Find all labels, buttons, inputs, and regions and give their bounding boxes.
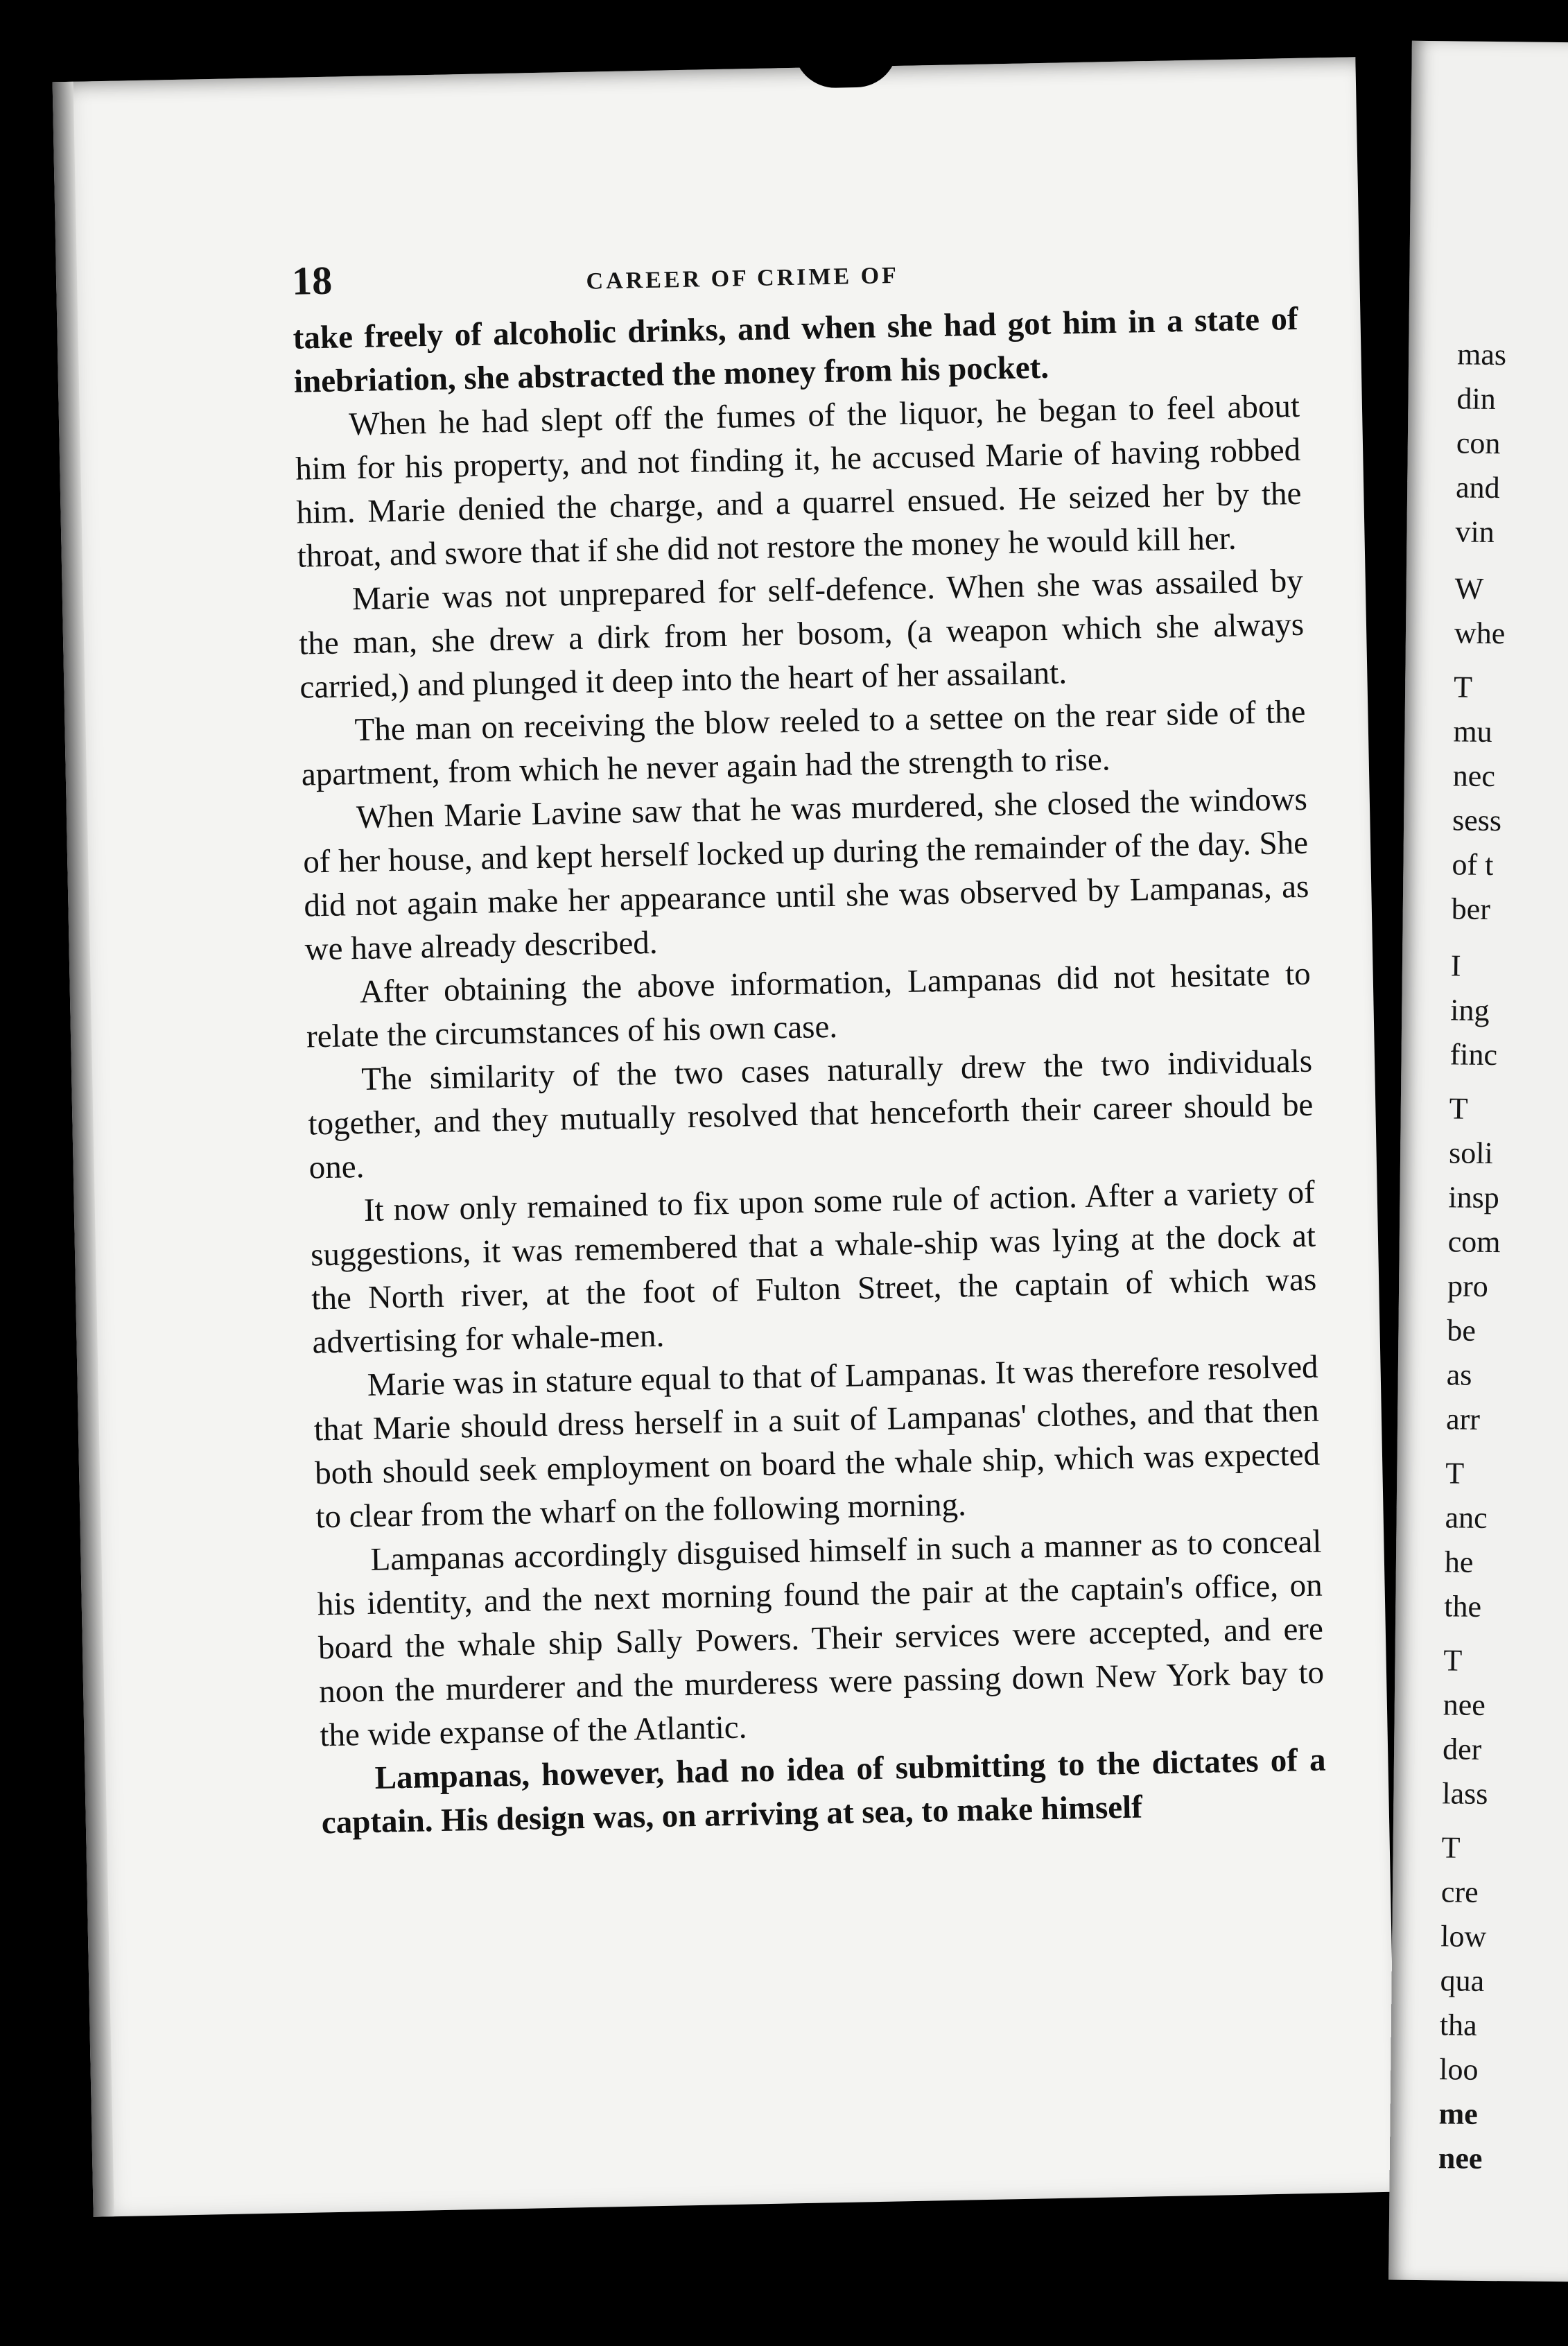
paragraph: The similarity of the two cases naturally drew the two individuals together, and they mutually resolved that henceforth their career should be one.: [308, 1043, 1314, 1186]
facing-page-line: mu: [1453, 714, 1492, 749]
facing-page-line: loo: [1439, 2052, 1479, 2087]
paragraph: take freely of alcoholic drinks, and when she had got him in a state of inebriation, she abstracted the money from his pocket.: [293, 300, 1298, 400]
facing-page-line: W: [1454, 571, 1484, 606]
paragraph: Lampanas, however, had no idea of submitting to the dictates of a captain. His design was, on arriving at sea, to make himself: [321, 1741, 1326, 1841]
facing-page-line: insp: [1448, 1180, 1500, 1215]
facing-page-line: whe: [1454, 616, 1506, 651]
facing-page-line: be: [1447, 1313, 1476, 1348]
facing-page-line: tha: [1439, 2008, 1477, 2042]
facing-page-line: mas: [1456, 337, 1507, 372]
facing-page-line: nee: [1438, 2141, 1483, 2175]
facing-page-line: as: [1446, 1357, 1472, 1392]
facing-page-line: arr: [1445, 1402, 1481, 1436]
facing-page-line: of t: [1452, 847, 1494, 883]
facing-page-line: finc: [1449, 1037, 1498, 1072]
running-title: CAREER OF CRIME OF: [586, 262, 900, 295]
paragraph: It now only remained to fix upon some rule of action. After a variety of suggestions, it was remembered that a whale-ship was lying at the dock at the North river, at the foot of Fulton Street, the captain of which was advertising for whale-men.: [310, 1174, 1317, 1361]
running-head: [292, 238, 1298, 304]
facing-page-line: pro: [1447, 1269, 1489, 1303]
facing-page-line: din: [1456, 381, 1497, 417]
facing-page-line: T: [1445, 1456, 1465, 1491]
left-page: [53, 57, 1397, 2217]
facing-page-line: nee: [1443, 1687, 1486, 1722]
facing-page-line: he: [1444, 1545, 1474, 1579]
facing-page-line: and: [1455, 470, 1500, 505]
facing-page-line: ing: [1450, 993, 1490, 1027]
paragraph: When he had slept off the fumes of the liquor, he began to feel about him for his property, and not finding it, he accused Marie of having robbed him. Marie denied the charge, and a quarrel ensued. He seized her by the throat, and swore that if she did not restore the money he would kill her.: [295, 388, 1302, 575]
facing-page-line: me: [1438, 2096, 1479, 2131]
facing-page-line: qua: [1440, 1963, 1485, 1998]
facing-page-line: T: [1443, 1643, 1463, 1678]
facing-page-line: T: [1449, 1091, 1468, 1126]
facing-page-line: soli: [1448, 1136, 1493, 1171]
facing-page-line: T: [1453, 670, 1473, 704]
right-page: [1388, 41, 1568, 2282]
page-tear: [794, 38, 898, 89]
facing-page-line: low: [1440, 1919, 1487, 1954]
paragraph: Marie was in stature equal to that of Lampanas. It was therefore resolved that Marie should dress herself in a suit of Lampanas' clothes, and that then both should seek employment on board the whale ship, which was expected to clear from the wharf on the following morning.: [313, 1348, 1321, 1536]
facing-page-line: vin: [1455, 514, 1495, 550]
page-number: 18: [291, 257, 333, 304]
facing-page-line: I: [1450, 948, 1461, 983]
body-text: [293, 297, 1327, 1845]
facing-page-line: nec: [1452, 758, 1496, 794]
paragraph: Marie was not unprepared for self-defence. When she was assailed by the man, she drew a dirk from her bosom, (a weapon which she always carried,) and plunged it deep into the heart of her assailant.: [298, 562, 1305, 706]
paragraph: Lampanas accordingly disguised himself in such a manner as to conceal his identity, and the next morning found the pair at the captain's office, on board the whale ship Sally Powers. Their services were accepted, and ere noon the murderer and the murderess were passing down New York bay to the wide expanse of the Atlantic.: [317, 1523, 1325, 1754]
facing-page-line: cre: [1440, 1875, 1479, 1909]
facing-page-line: con: [1456, 426, 1501, 461]
paragraph: After obtaining the above information, Lampanas did not hesitate to relate the circumstances of his own case.: [306, 955, 1312, 1055]
paragraph: When Marie Lavine saw that he was murdered, she closed the windows of her house, and kept herself locked up during the remainder of the day. She did not again make her appearance until she was observed by Lampanas, as we have already described.: [302, 781, 1309, 968]
paragraph: The man on receiving the blow reeled to a settee on the rear side of the apartment, from which he never again had the strength to rise.: [301, 693, 1306, 793]
facing-page-line: the: [1444, 1589, 1482, 1624]
facing-page-line: com: [1447, 1224, 1501, 1260]
facing-page-line: lass: [1442, 1776, 1488, 1811]
facing-page-line: T: [1441, 1830, 1461, 1865]
facing-page-text: [1438, 332, 1568, 2182]
facing-page-line: ber: [1451, 892, 1491, 926]
facing-page-line: anc: [1445, 1500, 1488, 1535]
facing-page-line: sess: [1452, 803, 1502, 838]
facing-page-line: der: [1442, 1732, 1482, 1766]
